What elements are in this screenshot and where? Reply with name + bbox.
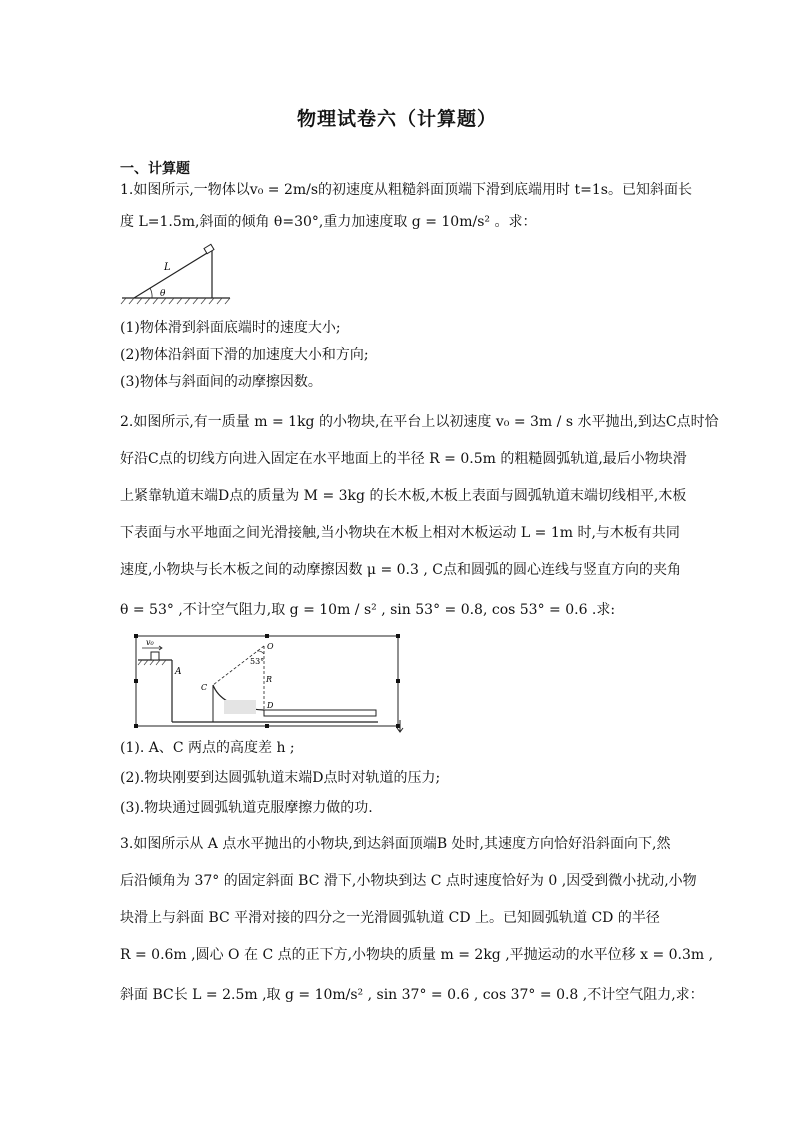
theta-label: θ xyxy=(160,289,166,299)
problem-2-text-line: 上紧靠轨道末端D点的质量为 M = 3kg 的长木板,木板上表面与圆弧轨道末端切线相平,木板 xyxy=(120,488,687,504)
problem-2-text-line: θ = 53° ,不计空气阻力,取 g = 10m / s² , sin 53° = 0.8, cos 53° = 0.6 .求: xyxy=(120,602,616,618)
page-title: 物理试卷六（计算题） xyxy=(296,108,497,130)
incline-surface xyxy=(134,250,212,298)
angle-arc xyxy=(150,288,152,298)
problem-3-text-line: 块滑上与斜面 BC 平滑对接的四分之一光滑圆弧轨道 CD 上。已知圆弧轨道 CD 的半径 xyxy=(120,910,660,926)
problem-1-question: (3)物体与斜面间的动摩擦因数。 xyxy=(120,374,322,390)
problem-1-question: (2)物体沿斜面下滑的加速度大小和方向; xyxy=(120,347,369,363)
problem-2-question: (1). A、C 两点的高度差 h ; xyxy=(120,740,295,756)
problem-2-question: (3).物块通过圆弧轨道克服摩擦力做的功. xyxy=(120,800,373,816)
long-board xyxy=(264,710,376,716)
point-c-label: C xyxy=(201,683,208,692)
problem-3-text-line: 后沿倾角为 37° 的固定斜面 BC 滑下,小物块到达 C 点时速度恰好为 0 ,因受到微小扰动,小物 xyxy=(120,873,697,889)
radius-label: R xyxy=(266,675,273,684)
problem-3-text-line: 斜面 BC长 L = 2.5m ,取 g = 10m/s² , sin 37° = 0.6 , cos 37° = 0.8 ,不计空气阻力,求： xyxy=(120,987,704,1003)
problem-2-text-line: 2.如图所示,有一质量 m = 1kg 的小物块,在平台上以初速度 v₀ = 3m / s 水平抛出,到达C点时恰 xyxy=(120,414,719,430)
section-heading: 一、计算题 xyxy=(120,161,190,177)
problem-3-text-line: R = 0.6m ,圆心 O 在 C 点的正下方,小物块的质量 m = 2kg ,平抛运动的水平位移 x = 0.3m , xyxy=(120,947,714,963)
ground-hatching xyxy=(121,298,230,304)
problem-3-text-line: 3.如图所示从 A 点水平抛出的小物块,到达斜面顶端B 处时,其速度方向恰好沿斜面向下,然 xyxy=(120,836,671,852)
point-a-label: A xyxy=(175,667,182,677)
problem-2-text-line: 速度,小物块与长木板之间的动摩擦因数 μ = 0.3 , C点和圆弧的圆心连线与竖直方向的夹角 xyxy=(120,562,681,578)
problem-2-arc-track-figure xyxy=(134,632,406,734)
v0-label: v₀ xyxy=(146,638,154,647)
problem-1-question: (1)物体滑到斜面底端时的速度大小; xyxy=(120,320,341,336)
point-d-label: D xyxy=(267,701,274,710)
problem-1-text-line: 1.如图所示,一物体以v₀ = 2m/s的初速度从粗糙斜面顶端下滑到底端用时 t=1s。已知斜面长 xyxy=(120,182,692,198)
blurred-region xyxy=(224,700,256,714)
problem-2-text-line: 下表面与水平地面之间光滑接触,当小物块在木板上相对木板运动 L = 1m 时,与木板有共同 xyxy=(120,525,680,541)
problem-1-text-line: 度 L=1.5m,斜面的倾角 θ=30°,重力加速度取 g = 10m/s² 。求： xyxy=(120,214,537,230)
angle-arc xyxy=(257,651,264,654)
length-label: L xyxy=(164,262,171,273)
angle-label: 53° xyxy=(250,657,265,666)
platform-hatching xyxy=(138,660,166,665)
small-block xyxy=(151,652,159,660)
center-o-label: O xyxy=(267,642,274,651)
problem-2-question: (2).物块刚要到达圆弧轨道末端D点时对轨道的压力; xyxy=(120,770,441,786)
problem-1-incline-figure xyxy=(120,240,232,308)
problem-2-text-line: 好沿C点的切线方向进入固定在水平地面上的半径 R = 0.5m 的粗糙圆弧轨道,最后小物块滑 xyxy=(120,451,687,467)
